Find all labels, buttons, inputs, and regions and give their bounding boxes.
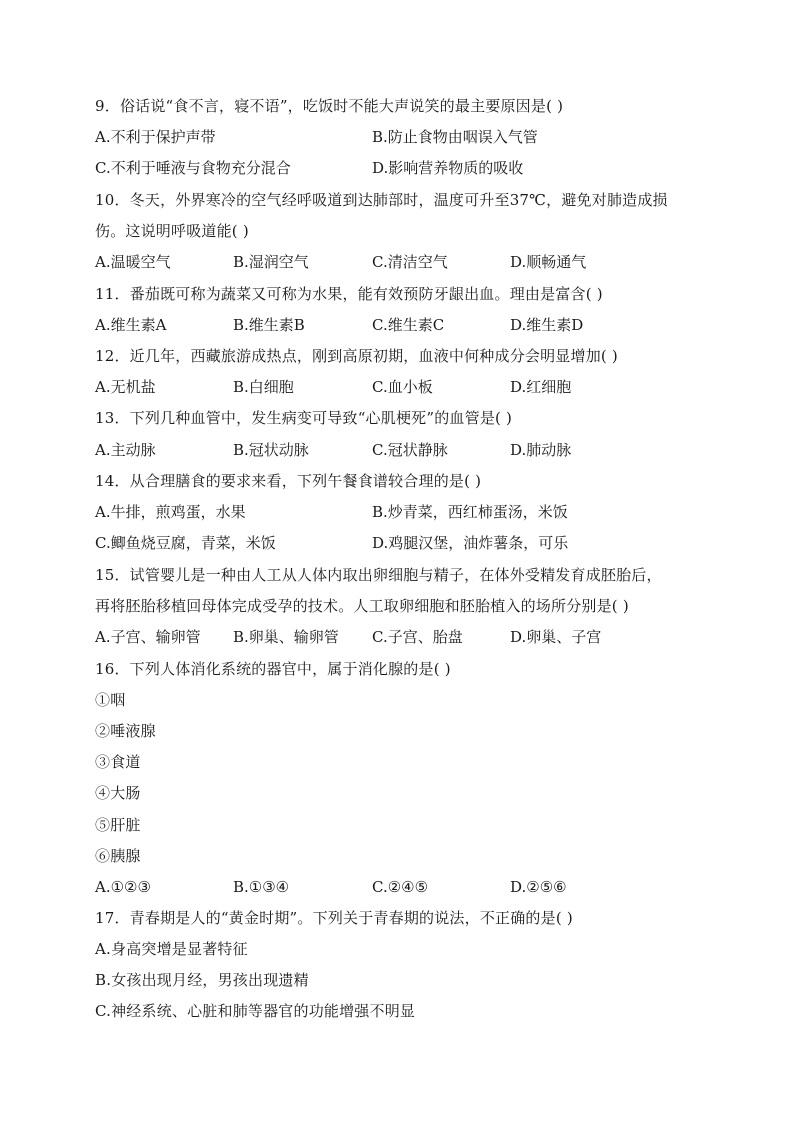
question-16-item-3: ③食道 <box>95 753 141 771</box>
question-15-option-b: B.卵巢、输卵管 <box>233 628 339 646</box>
question-14-option-b: B.炒青菜，西红柿蛋汤，米饭 <box>372 503 568 521</box>
question-10-option-c: C.清洁空气 <box>372 253 448 271</box>
question-9-option-a: A.不利于保护声带 <box>95 128 216 146</box>
question-15-stem-line-2: 再将胚胎移植回母体完成受孕的技术。人工取卵细胞和胚胎植入的场所分别是( ) <box>95 597 629 615</box>
question-12-stem: 12．近几年，西藏旅游成热点，刚到高原初期，血液中何种成分会明显增加( ) <box>95 347 618 365</box>
question-16-stem: 16．下列人体消化系统的器官中，属于消化腺的是( ) <box>95 660 451 678</box>
question-9-stem: 9．俗话说“食不言，寝不语”，吃饭时不能大声说笑的最主要原因是( ) <box>95 97 564 115</box>
question-17-stem: 17．青春期是人的“黄金时期”。下列关于青春期的说法，不正确的是( ) <box>95 909 573 927</box>
question-13-option-d: D.肺动脉 <box>510 441 572 459</box>
question-16-option-c: C.②④⑤ <box>372 878 429 896</box>
question-14-option-d: D.鸡腿汉堡，油炸薯条，可乐 <box>372 534 569 552</box>
question-10-option-b: B.湿润空气 <box>233 253 309 271</box>
question-10-stem-line-2: 伤。这说明呼吸道能( ) <box>95 222 249 240</box>
question-11-option-c: C.维生素C <box>372 316 445 334</box>
question-14-option-c: C.鲫鱼烧豆腐，青菜，米饭 <box>95 534 276 552</box>
question-16-item-6: ⑥胰腺 <box>95 847 141 865</box>
question-14-option-a: A.牛排，煎鸡蛋，水果 <box>95 503 246 521</box>
question-9-option-b: B.防止食物由咽误入气管 <box>372 128 538 146</box>
question-13-stem: 13．下列几种血管中，发生病变可导致“心肌梗死”的血管是( ) <box>95 409 513 427</box>
question-10-option-d: D.顺畅通气 <box>510 253 587 271</box>
question-10-option-a: A.温暖空气 <box>95 253 171 271</box>
question-11-option-d: D.维生素D <box>510 316 584 334</box>
question-12-option-b: B.白细胞 <box>233 378 294 396</box>
question-16-option-d: D.②⑤⑥ <box>510 878 567 896</box>
question-12-option-a: A.无机盐 <box>95 378 156 396</box>
question-17-option-c: C.神经系统、心脏和肺等器官的功能增强不明显 <box>95 1002 416 1020</box>
question-17-option-a: A.身高突增是显著特征 <box>95 940 248 958</box>
question-11-stem: 11．番茄既可称为蔬菜又可称为水果，能有效预防牙龈出血。理由是富含( ) <box>95 285 603 303</box>
question-15-stem-line-1: 15．试管婴儿是一种由人工从人体内取出卵细胞与精子，在体外受精发育成胚胎后， <box>95 566 662 584</box>
question-15-option-a: A.子宫、输卵管 <box>95 628 201 646</box>
question-15-option-c: C.子宫、胎盘 <box>372 628 463 646</box>
question-9-option-d: D.影响营养物质的吸收 <box>372 159 524 177</box>
question-11-option-a: A.维生素A <box>95 316 167 334</box>
question-17-option-b: B.女孩出现月经，男孩出现遗精 <box>95 971 309 989</box>
question-16-option-a: A.①②③ <box>95 878 151 896</box>
question-10-stem-line-1: 10．冬天，外界寒冷的空气经呼吸道到达肺部时，温度可升至37℃，避免对肺造成损 <box>95 191 668 209</box>
question-16-option-b: B.①③④ <box>233 878 290 896</box>
question-16-item-4: ④大肠 <box>95 784 141 802</box>
question-13-option-c: C.冠状静脉 <box>372 441 448 459</box>
question-13-option-b: B.冠状动脉 <box>233 441 309 459</box>
question-14-stem: 14．从合理膳食的要求来看，下列午餐食谱较合理的是( ) <box>95 472 482 490</box>
question-12-option-c: C.血小板 <box>372 378 433 396</box>
question-11-option-b: B.维生素B <box>233 316 305 334</box>
question-13-option-a: A.主动脉 <box>95 441 156 459</box>
question-16-item-1: ①咽 <box>95 691 126 709</box>
question-16-item-2: ②唾液腺 <box>95 722 156 740</box>
question-16-item-5: ⑤肝脏 <box>95 816 141 834</box>
question-12-option-d: D.红细胞 <box>510 378 572 396</box>
question-15-option-d: D.卵巢、子宫 <box>510 628 602 646</box>
question-9-option-c: C.不利于唾液与食物充分混合 <box>95 159 291 177</box>
